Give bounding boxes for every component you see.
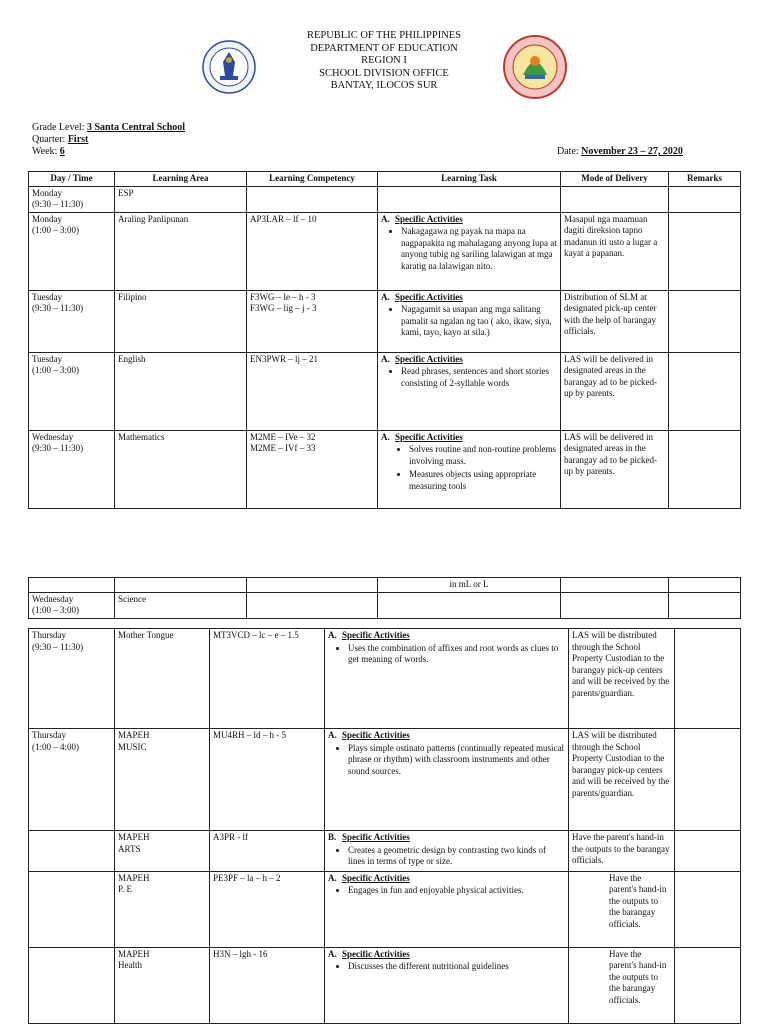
day-time-cell: Thursday (9:30 – 11:30) <box>29 629 115 729</box>
remarks-cell <box>669 186 741 212</box>
table-row <box>29 212 741 290</box>
activity-letter: A. <box>328 948 337 959</box>
activity-heading-text: Specific Activities <box>342 948 410 959</box>
learning-area-cell: Mathematics <box>115 430 247 508</box>
competency-cell: F3WG – le – h - 3 F3WG – lig – j - 3 <box>247 290 378 352</box>
quarter-label: Quarter: <box>32 134 66 145</box>
competency-cell: PE3PF – la – h – 2 <box>210 871 325 947</box>
list-item: • Creates a geometric design by contrasting two kinds of lines in terms of type or size. <box>348 845 565 868</box>
day-time-cell <box>29 947 115 1023</box>
day-time-cell: Monday (9:30 – 11:30) <box>29 186 115 212</box>
col-header-mode: Mode of Delivery <box>561 172 669 187</box>
competency-cell <box>247 186 378 212</box>
learning-task-cell <box>325 947 569 1023</box>
activity-heading <box>381 354 557 366</box>
activity-heading <box>328 949 565 961</box>
activity-heading-text: Specific Activities <box>342 630 410 640</box>
activity-heading <box>328 730 565 742</box>
activity-letter: A. <box>381 431 390 442</box>
list-item: • Measures objects using appropriate measuring tools <box>409 469 557 492</box>
mode-cell <box>561 578 669 593</box>
mode-cell: LAS will be distributed through the School Property Custodian to the barangay pick-up centers and will be received by the parents/guardian. <box>569 729 675 831</box>
activity-list <box>328 743 565 778</box>
schedule-table-2 <box>28 577 741 619</box>
activity-list <box>381 226 557 272</box>
learning-area-cell: MAPEH MUSIC <box>115 729 210 831</box>
remarks-cell <box>669 290 741 352</box>
competency-cell: AP3LAR – lf – 10 <box>247 212 378 290</box>
day-time-cell: Monday (1:00 – 3:00) <box>29 212 115 290</box>
learning-task-cell <box>378 592 561 618</box>
date-value: November 23 – 27, 2020 <box>581 146 683 157</box>
competency-cell: MU4RH – ld – h - 5 <box>210 729 325 831</box>
learning-area-cell <box>115 578 247 593</box>
remarks-cell <box>669 352 741 430</box>
remarks-cell <box>669 578 741 593</box>
day-time-cell: Thursday (1:00 – 4:00) <box>29 729 115 831</box>
activity-list <box>328 961 565 973</box>
col-header-area: Learning Area <box>115 172 247 187</box>
date-line <box>557 146 683 158</box>
meta-block <box>32 122 185 158</box>
table-header-row <box>29 172 741 187</box>
mode-cell: Have the parent's hand-in the outputs to the barangay officials. <box>569 871 675 947</box>
header-line-republic: REPUBLIC OF THE PHILIPPINES <box>306 30 462 41</box>
list-item: • Nakagagawa ng payak na mapa na nagpapakita ng mahalagang anyong lupa at anyong tubig ng sariling lalawigan at mga karatig na lalawigan nito. <box>401 226 557 272</box>
day-time-cell: Wednesday (9:30 – 11:30) <box>29 430 115 508</box>
grade-level-line <box>32 122 185 134</box>
learning-task-cell <box>378 290 561 352</box>
list-item: • Discusses the different nutritional guidelines <box>348 961 565 973</box>
col-header-remarks: Remarks <box>669 172 741 187</box>
list-item: • Nagagamit sa usapan ang mga salitang pamalit sa ngalan ng tao ( ako, ikaw, siya, kami, tayo, kayo at sila.) <box>401 304 557 339</box>
activity-heading-text: Specific Activities <box>395 213 463 224</box>
mode-cell <box>561 186 669 212</box>
document-header <box>0 30 768 93</box>
activity-heading-text: Specific Activities <box>342 730 410 740</box>
day-time-cell: Tuesday (1:00 – 3:00) <box>29 352 115 430</box>
table-row <box>29 186 741 212</box>
competency-cell: EN3PWR – lj – 21 <box>247 352 378 430</box>
remarks-cell <box>669 430 741 508</box>
quarter-line <box>32 134 185 146</box>
mode-cell: Distribution of SLM at designated pick-up center with the help of barangay officials. <box>561 290 669 352</box>
table-row <box>29 831 741 872</box>
day-time-cell <box>29 831 115 872</box>
competency-cell: MT3VCD – lc – e – 1.5 <box>210 629 325 729</box>
schedule-table-3 <box>28 628 741 1024</box>
table-row <box>29 430 741 508</box>
learning-area-cell: Science <box>115 592 247 618</box>
learning-task-cell <box>378 352 561 430</box>
activity-letter: A. <box>328 872 337 883</box>
mode-cell: Have the parent's hand-in the outputs to the barangay officials. <box>569 831 675 872</box>
header-line-deped: DEPARTMENT OF EDUCATION <box>310 42 458 54</box>
table-row <box>29 352 741 430</box>
activity-heading <box>328 630 565 642</box>
remarks-cell <box>669 592 741 618</box>
schedule-table-1 <box>28 171 741 509</box>
table-row <box>29 592 741 618</box>
learning-task-cell <box>378 186 561 212</box>
col-header-day: Day / Time <box>29 172 115 187</box>
table-row <box>29 947 741 1023</box>
activity-list <box>381 304 557 339</box>
activity-list <box>328 885 565 897</box>
learning-area-cell: ESP <box>115 186 247 212</box>
day-time-cell <box>29 578 115 593</box>
list-item: • Read phrases, sentences and short stories consisting of 2-syllable words <box>401 366 557 389</box>
list-item: • Engages in fun and enjoyable physical activities. <box>348 885 565 897</box>
learning-task-cell <box>325 871 569 947</box>
mode-cell: LAS will be distributed through the School Property Custodian to the barangay pick-up centers and will be received by the parents/guardian. <box>569 629 675 729</box>
week-value: 6 <box>59 146 65 157</box>
learning-area-cell: MAPEH Health <box>115 947 210 1023</box>
grade-level-label: Grade Level: <box>32 122 85 133</box>
activity-heading <box>328 873 565 885</box>
table-row <box>29 290 741 352</box>
learning-task-cell <box>325 831 569 872</box>
activity-list <box>328 845 565 868</box>
remarks-cell <box>675 871 741 947</box>
week-label: Week: <box>32 146 58 157</box>
list-item: • Solves routine and non-routine problems involving mass. <box>409 444 557 467</box>
activity-letter: A. <box>328 630 337 640</box>
header-line-sdo: SCHOOL DIVISION OFFICE <box>319 67 449 79</box>
mode-cell <box>561 592 669 618</box>
learning-task-cell <box>378 430 561 508</box>
competency-cell <box>247 592 378 618</box>
activity-heading-text: Specific Activities <box>395 291 463 302</box>
learning-area-cell: MAPEH P. E <box>115 871 210 947</box>
activity-letter: B. <box>328 832 337 842</box>
col-header-competency: Learning Competency <box>247 172 378 187</box>
activity-list <box>381 444 557 492</box>
grade-level-value: 3 Santa Central School <box>86 122 186 133</box>
week-line <box>32 146 185 158</box>
competency-cell: A3PR - lf <box>210 831 325 872</box>
learning-task-cell <box>325 629 569 729</box>
activity-heading-text: Specific Activities <box>342 832 410 842</box>
activity-letter: A. <box>381 291 390 302</box>
table-row <box>29 729 741 831</box>
activity-heading <box>381 214 557 226</box>
activity-heading <box>381 432 557 444</box>
quarter-value: First <box>67 134 89 145</box>
mode-cell: LAS will be delivered in designated areas in the barangay ad to be picked-up by parents. <box>561 352 669 430</box>
activity-heading-text: Specific Activities <box>342 872 410 883</box>
activity-list <box>381 366 557 389</box>
competency-cell <box>247 578 378 593</box>
activity-letter: A. <box>381 213 390 224</box>
list-item: • Uses the combination of affixes and root words as clues to get meaning of words. <box>348 643 565 666</box>
activity-letter: A. <box>328 730 337 740</box>
mode-cell: LAS will be delivered in designated areas in the barangay ad to be picked-up by parents. <box>561 430 669 508</box>
learning-task-cell <box>378 212 561 290</box>
table-row <box>29 578 741 593</box>
list-item: • Plays simple ostinato patterns (continually repeated musical phrase or rhythm) with classroom instruments and other sound sources. <box>348 743 565 778</box>
table-row <box>29 871 741 947</box>
header-line-region: REGION I <box>361 55 407 67</box>
remarks-cell <box>675 947 741 1023</box>
learning-area-cell: Mother Tongue <box>115 629 210 729</box>
day-time-cell: Wednesday (1:00 – 3:00) <box>29 592 115 618</box>
day-time-cell: Tuesday (9:30 – 11:30) <box>29 290 115 352</box>
activity-heading-text: Specific Activities <box>395 431 463 442</box>
activity-letter: A. <box>381 353 390 364</box>
remarks-cell <box>675 629 741 729</box>
learning-area-cell: Araling Panlipunan <box>115 212 247 290</box>
table-row <box>29 629 741 729</box>
remarks-cell <box>669 212 741 290</box>
col-header-task: Learning Task <box>378 172 561 187</box>
learning-area-cell: English <box>115 352 247 430</box>
activity-heading <box>328 832 565 844</box>
learning-area-cell: MAPEH ARTS <box>115 831 210 872</box>
remarks-cell <box>675 729 741 831</box>
mode-cell: Masapul nga maamuan dagiti direksion tapno madanun iti usto a lugar a kayat a papanan. <box>561 212 669 290</box>
day-time-cell <box>29 871 115 947</box>
activity-heading <box>381 292 557 304</box>
learning-task-cell: in mL or L <box>378 578 561 593</box>
date-label: Date: <box>557 146 579 157</box>
competency-cell: M2ME – IVe – 32 M2ME – IVf – 33 <box>247 430 378 508</box>
activity-list <box>328 643 565 666</box>
activity-heading-text: Specific Activities <box>395 353 463 364</box>
mode-cell: Have the parent's hand-in the outputs to the barangay officials. <box>569 947 675 1023</box>
learning-task-cell <box>325 729 569 831</box>
learning-area-cell: Filipino <box>115 290 247 352</box>
competency-cell: H3N – lgh - 16 <box>210 947 325 1023</box>
header-line-location: BANTAY, ILOCOS SUR <box>330 80 438 92</box>
remarks-cell <box>675 831 741 872</box>
